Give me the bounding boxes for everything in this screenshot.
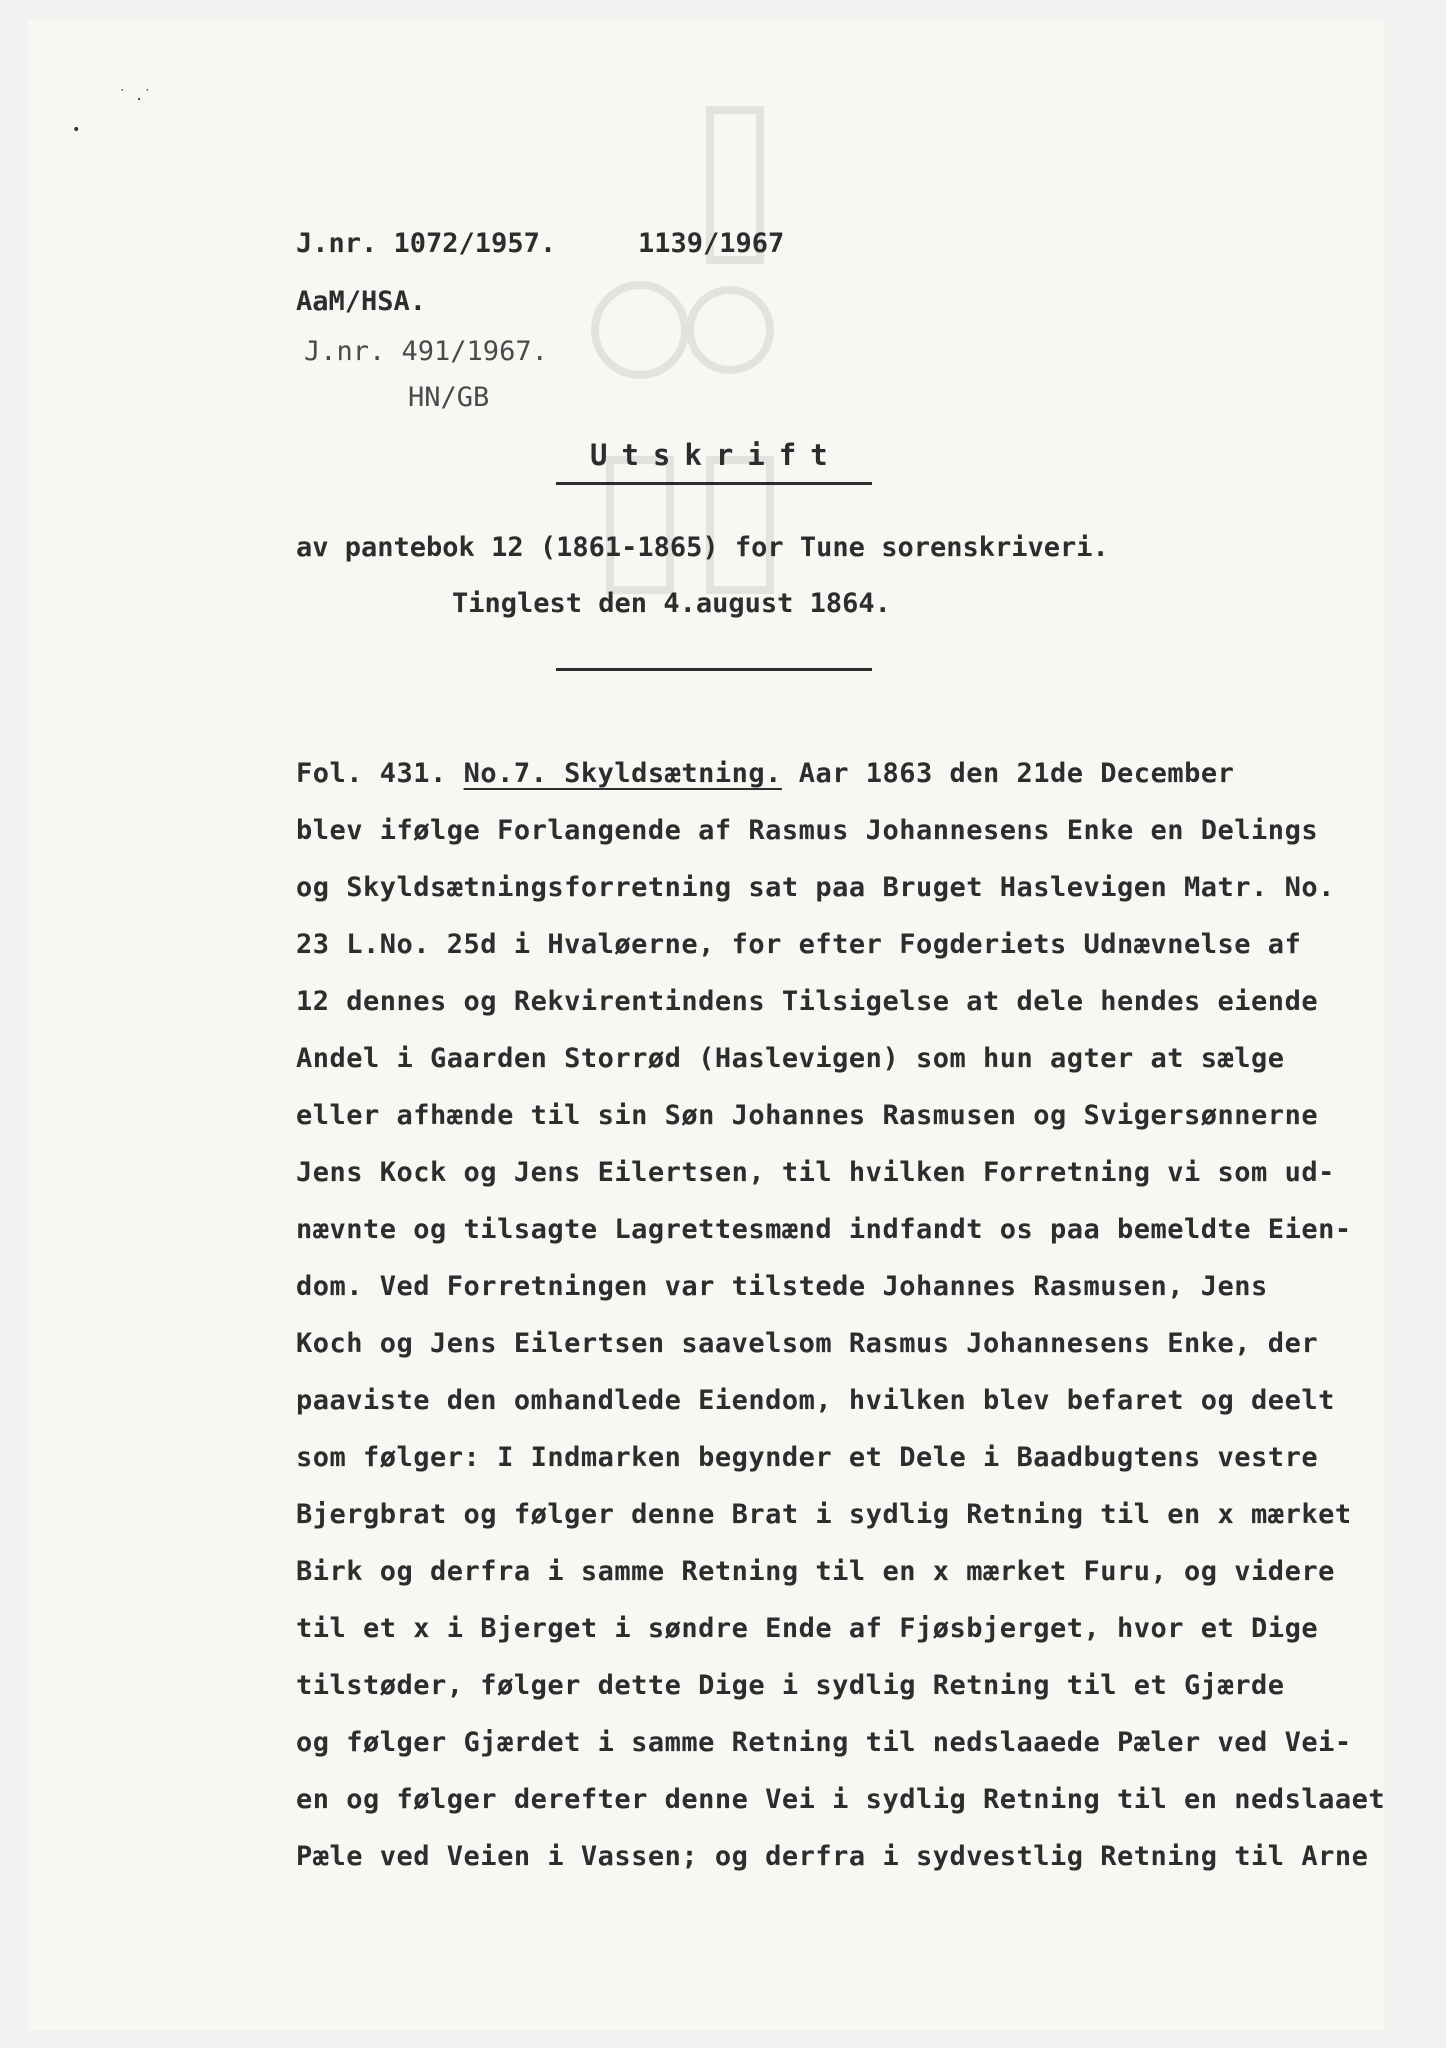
show-through-stamp [570,30,790,790]
body-line: og Skyldsætningsforretning sat paa Bruget Haslevigen Matr. No. [296,872,1335,903]
initials-secondary: HN/GB [408,382,490,413]
section-divider [556,668,872,671]
registration-date: Tinglest den 4.august 1864. [452,588,891,619]
body-line: som følger: I Indmarken begynder et Dele i Baadbugtens vestre [296,1442,1319,1473]
body-line: 23 L.No. 25d i Hvaløerne, for efter Fogderiets Udnævnelse af [296,929,1302,960]
body-line: og følger Gjærdet i samme Retning til nedslaaede Pæler ved Vei- [296,1727,1352,1758]
body-line-first [296,758,1234,789]
body-line: paaviste den omhandlede Eiendom, hvilken blev befaret og deelt [296,1385,1335,1416]
body-line: Bjergbrat og følger denne Brat i sydlig Retning til en x mærket [296,1499,1352,1530]
body-line: en og følger derefter denne Vei i sydlig Retning til en nedslaaet [296,1784,1386,1815]
scan-speck: ˙ .˙ [118,88,152,104]
body-line: dom. Ved Forretningen var tilstede Johannes Rasmusen, Jens [296,1271,1268,1302]
document-title: Utskrift [590,438,842,472]
body-line: eller afhænde til sin Søn Johannes Rasmusen og Svigersønnerne [296,1100,1319,1131]
body-line: Andel i Gaarden Storrød (Haslevigen) som hun agter at sælge [296,1043,1285,1074]
body-line: 12 dennes og Rekvirentindens Tilsigelse at dele hendes eiende [296,986,1319,1017]
body-line: til et x i Bjerget i søndre Ende af Fjøsbjerget, hvor et Dige [296,1613,1319,1644]
entry-heading: No.7. Skyldsætning. [463,758,782,789]
initials: AaM/HSA. [296,286,427,317]
body-line: Birk og derfra i samme Retning til en x mærket Furu, og videre [296,1556,1335,1587]
body-line: tilstøder, følger dette Dige i sydlig Retning til et Gjærde [296,1670,1285,1701]
body-line: Jens Kock og Jens Eilertsen, til hvilken Forretning vi som ud- [296,1157,1335,1188]
subtitle: av pantebok 12 (1861-1865) for Tune sorenskriveri. [296,532,1109,563]
scan-speck: • [72,122,81,138]
folio-reference: Fol. 431. [296,758,447,789]
journal-number: J.nr. 1072/1957. [296,228,557,259]
body-line: nævnte og tilsagte Lagrettesmænd indfandt os paa bemeldte Eien- [296,1214,1352,1245]
body-line: blev ifølge Forlangende af Rasmus Johannesens Enke en Delings [296,815,1319,846]
body-line: Pæle ved Veien i Vassen; og derfra i sydvestlig Retning til Arne [296,1841,1369,1872]
entry-opening: Aar 1863 den 21de December [798,758,1235,789]
body-line: Koch og Jens Eilertsen saavelsom Rasmus Johannesens Enke, der [296,1328,1319,1359]
journal-number-alt: 1139/1967 [638,228,785,259]
journal-number-secondary: J.nr. 491/1967. [304,336,548,367]
title-underline [556,482,872,485]
